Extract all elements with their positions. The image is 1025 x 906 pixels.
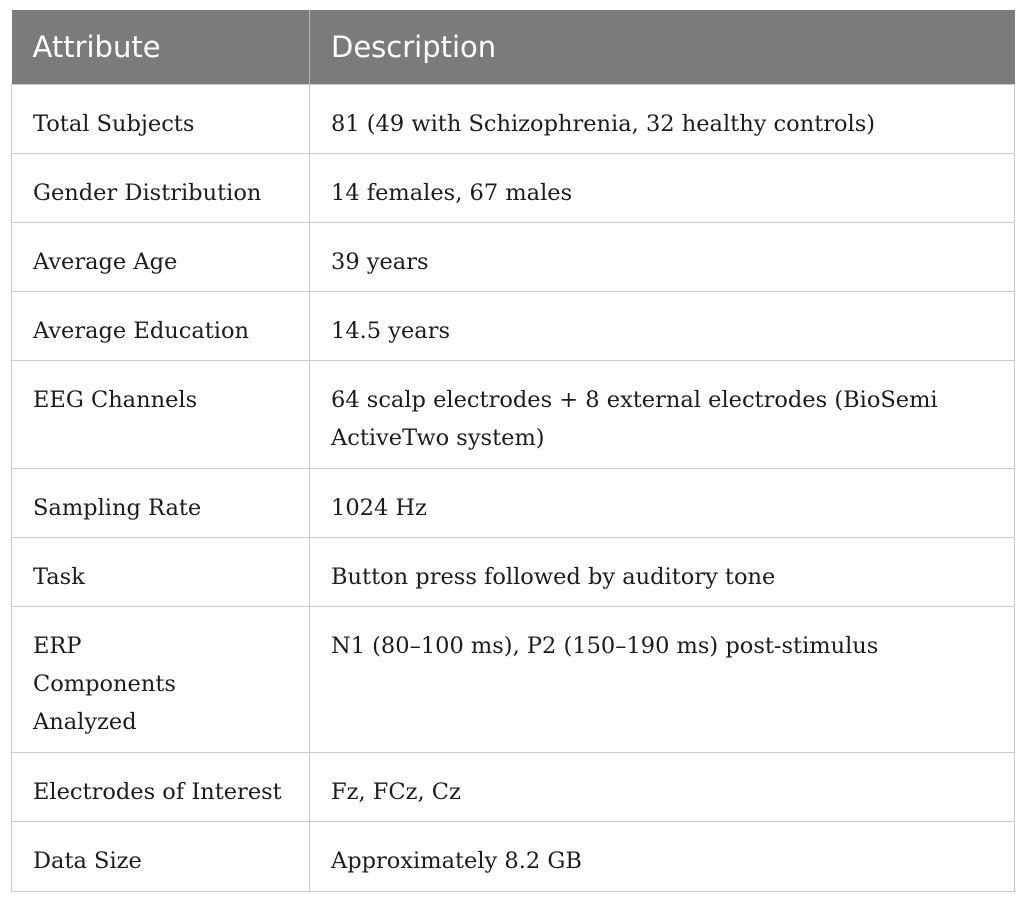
header-row — [12, 10, 1015, 84]
table-row — [12, 153, 1015, 222]
table-row — [12, 222, 1015, 291]
attribute-cell: Sampling Rate — [12, 468, 310, 537]
header-attribute: Attribute — [12, 10, 310, 84]
table-row — [12, 821, 1015, 891]
table-header — [12, 10, 1015, 84]
table-row — [12, 468, 1015, 537]
description-cell: N1 (80–100 ms), P2 (150–190 ms) post-stimulus — [310, 606, 1015, 752]
table-row — [12, 752, 1015, 821]
table-row — [12, 606, 1015, 752]
table-body — [12, 84, 1015, 891]
attribute-cell: EEG Channels — [12, 360, 310, 468]
description-cell: 39 years — [310, 222, 1015, 291]
attribute-cell: Average Age — [12, 222, 310, 291]
description-cell: Approximately 8.2 GB — [310, 821, 1015, 891]
dataset-attributes-table-container — [11, 10, 1014, 892]
description-cell: Fz, FCz, Cz — [310, 752, 1015, 821]
table-row — [12, 291, 1015, 360]
description-cell: Button press followed by auditory tone — [310, 537, 1015, 606]
description-cell: 14 females, 67 males — [310, 153, 1015, 222]
header-description: Description — [310, 10, 1015, 84]
attribute-cell: Electrodes of Interest — [12, 752, 310, 821]
description-cell: 1024 Hz — [310, 468, 1015, 537]
description-cell: 14.5 years — [310, 291, 1015, 360]
description-cell: 81 (49 with Schizophrenia, 32 healthy controls) — [310, 84, 1015, 153]
description-cell: 64 scalp electrodes + 8 external electrodes (BioSemi ActiveTwo system) — [310, 360, 1015, 468]
table-row — [12, 360, 1015, 468]
attribute-cell: ERP Components Analyzed — [12, 606, 310, 752]
attribute-cell: Gender Distribution — [12, 153, 310, 222]
table-row — [12, 84, 1015, 153]
attribute-cell: Total Subjects — [12, 84, 310, 153]
table-row — [12, 537, 1015, 606]
attribute-cell: Data Size — [12, 821, 310, 891]
dataset-attributes-table — [11, 10, 1015, 892]
attribute-cell: Average Education — [12, 291, 310, 360]
attribute-cell: Task — [12, 537, 310, 606]
